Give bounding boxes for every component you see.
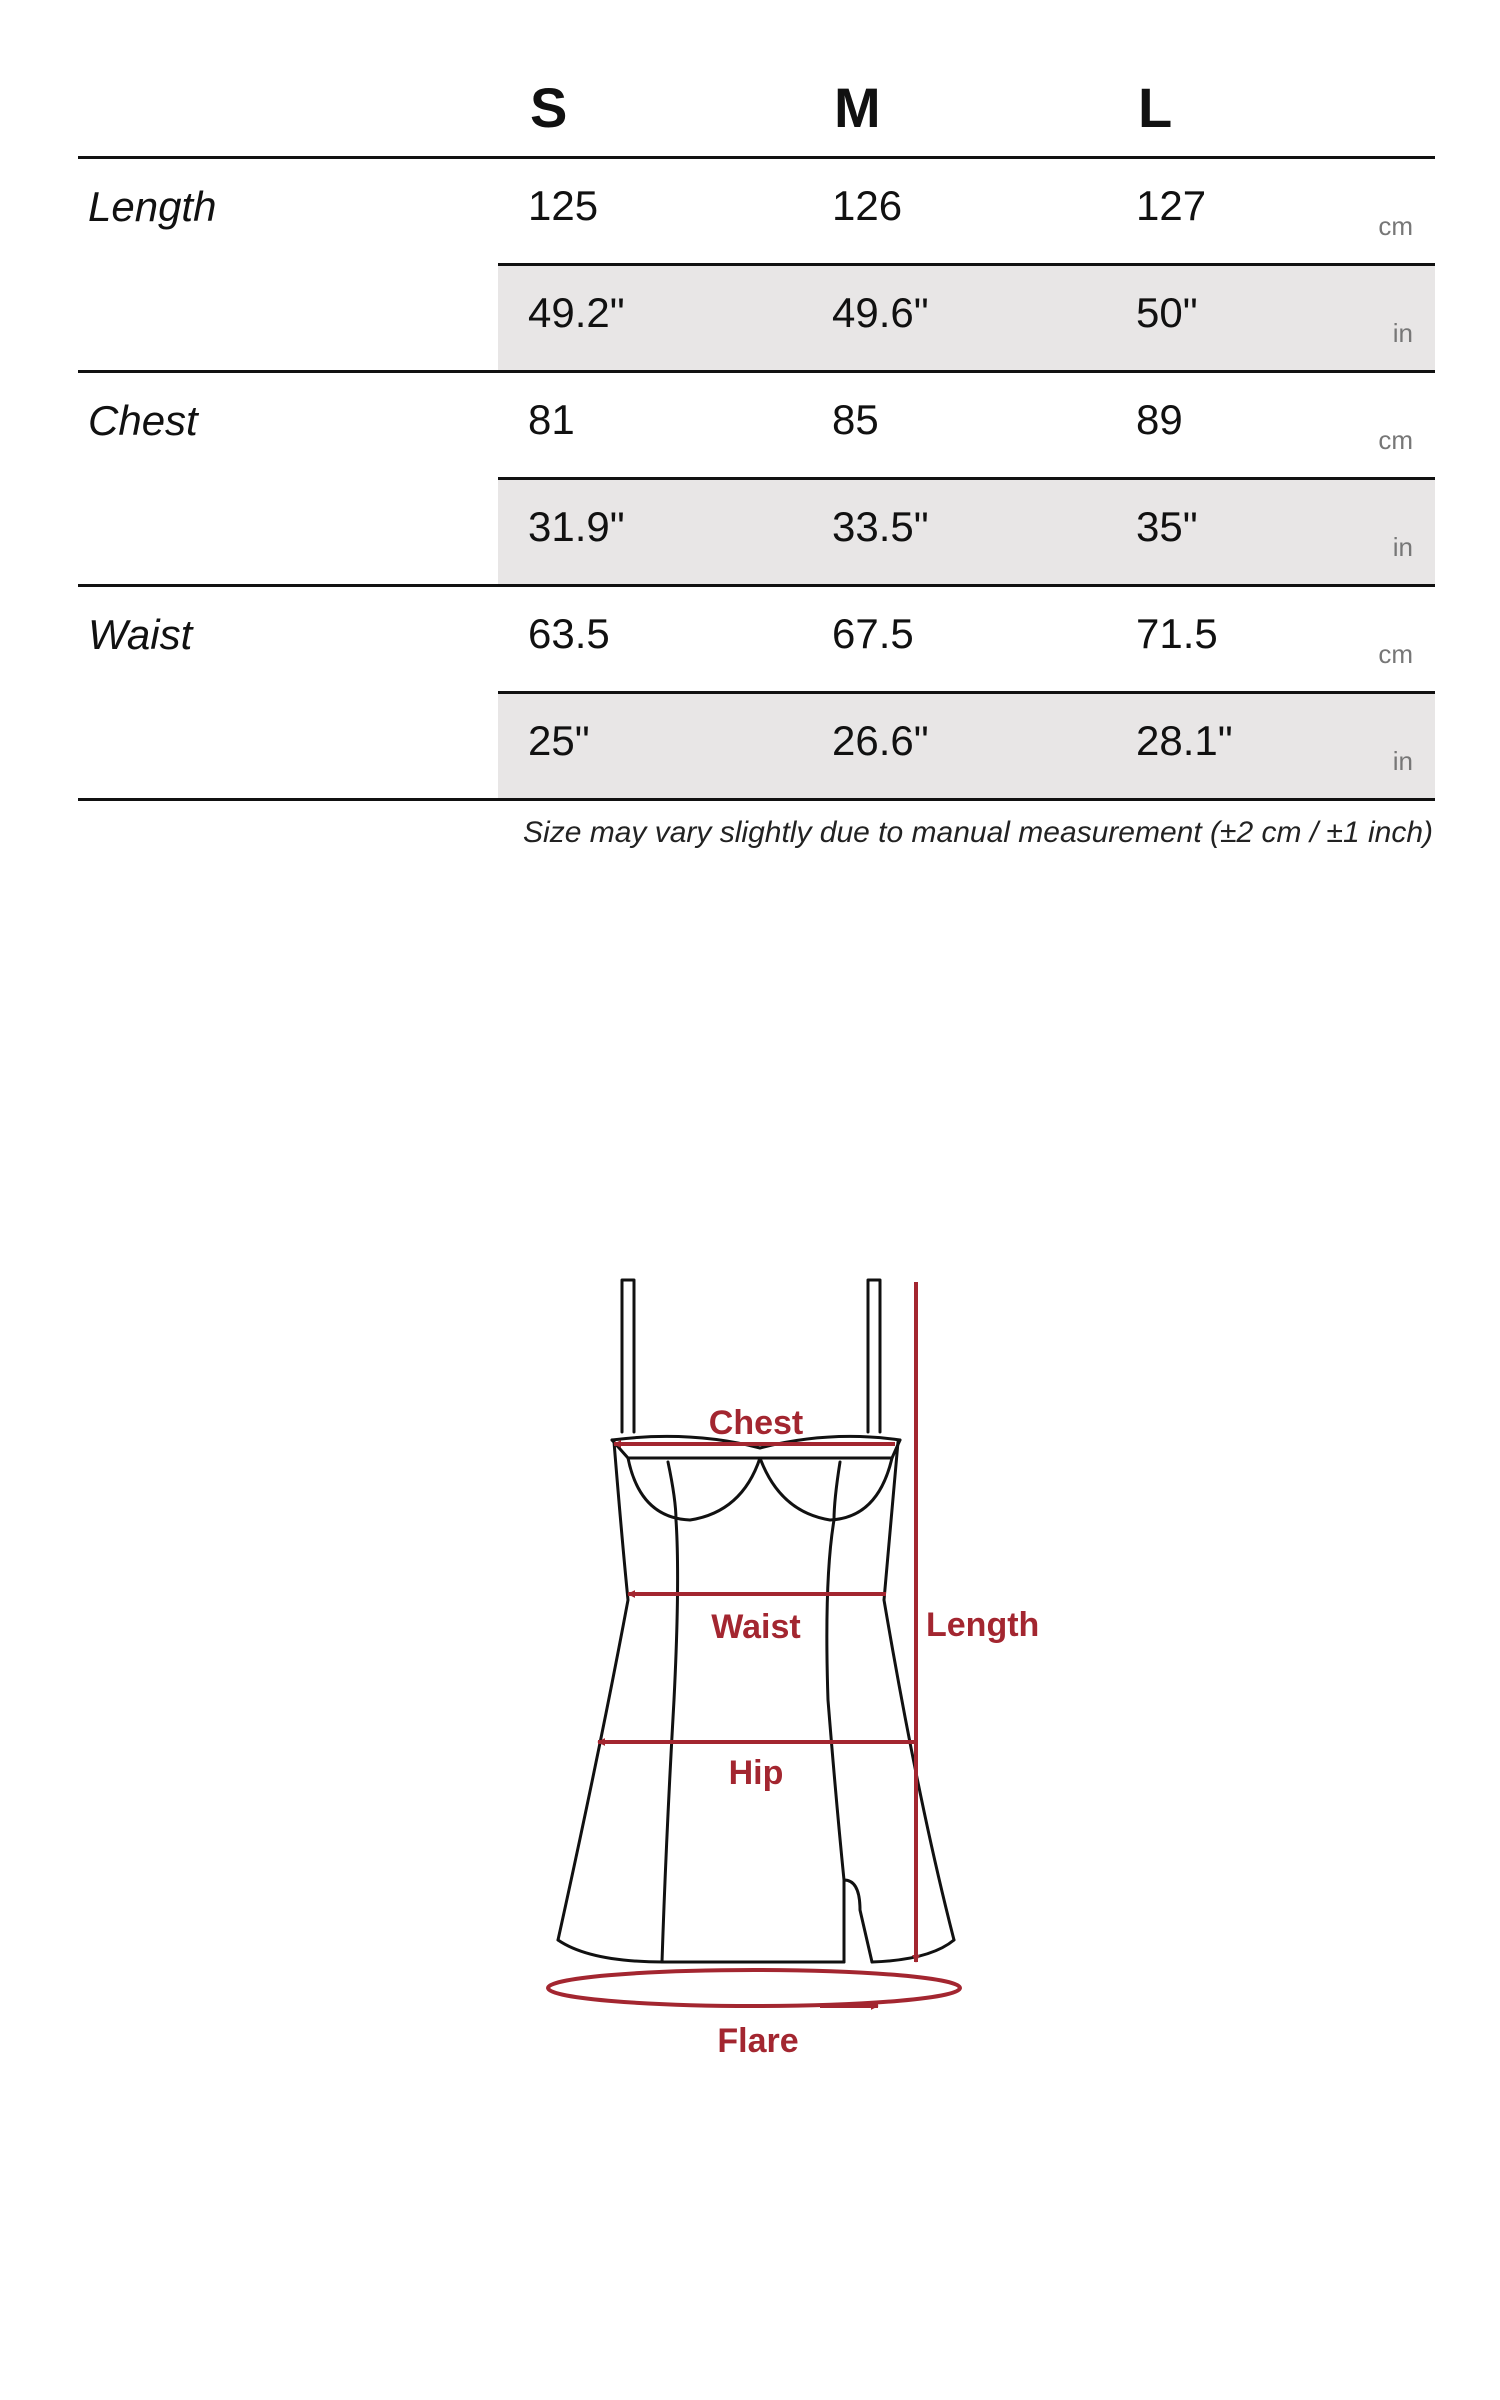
hip-label: Hip <box>728 1754 784 1792</box>
measurement-label: Waist <box>88 611 193 658</box>
left-princess-seam <box>668 1462 676 1520</box>
dress-left-side <box>558 1442 628 1940</box>
value-cell: 33.5" <box>832 503 929 550</box>
value-cell: 49.6" <box>832 289 929 336</box>
value-cell: 63.5 <box>528 610 610 657</box>
right-princess-seam <box>834 1462 840 1520</box>
size-header-l: L <box>1138 76 1173 139</box>
size-header-m: M <box>834 76 881 139</box>
value-cell: 49.2" <box>528 289 625 336</box>
measurement-label: Length <box>88 183 217 230</box>
value-cell: 127 <box>1136 182 1207 229</box>
chest-label: Chest <box>708 1404 804 1442</box>
length-label: Length <box>926 1606 1040 1644</box>
unit-label: in <box>1392 318 1413 348</box>
measurement-note: Size may vary slightly due to manual measurement (±2 cm / ±1 inch) <box>523 816 1433 849</box>
hem <box>558 1940 954 1962</box>
value-cell: 126 <box>832 182 903 229</box>
unit-label: cm <box>1378 639 1413 669</box>
value-cell: 67.5 <box>832 610 914 657</box>
value-cell: 31.9" <box>528 503 625 550</box>
right-cup <box>760 1458 892 1520</box>
dress-right-side <box>884 1442 954 1940</box>
unit-label: cm <box>1378 211 1413 241</box>
left-cup <box>628 1458 760 1520</box>
value-cell: 81 <box>528 396 575 443</box>
value-cell: 89 <box>1136 396 1183 443</box>
flare-ellipse <box>548 1970 960 2006</box>
flare-label: Flare <box>717 2022 799 2060</box>
right-strap <box>868 1280 880 1432</box>
unit-label: in <box>1392 532 1413 562</box>
value-cell: 85 <box>832 396 879 443</box>
value-cell: 25" <box>528 717 590 764</box>
slit <box>844 1880 872 1962</box>
value-cell: 71.5 <box>1136 610 1218 657</box>
measurement-label: Chest <box>88 397 198 444</box>
left-strap <box>622 1280 634 1432</box>
value-cell: 28.1" <box>1136 717 1233 764</box>
waist-label: Waist <box>711 1608 801 1646</box>
unit-label: cm <box>1378 425 1413 455</box>
unit-label: in <box>1392 746 1413 776</box>
value-cell: 125 <box>528 182 599 229</box>
value-cell: 35" <box>1136 503 1198 550</box>
size-header-s: S <box>530 76 568 139</box>
value-cell: 50" <box>1136 289 1198 336</box>
value-cell: 26.6" <box>832 717 929 764</box>
